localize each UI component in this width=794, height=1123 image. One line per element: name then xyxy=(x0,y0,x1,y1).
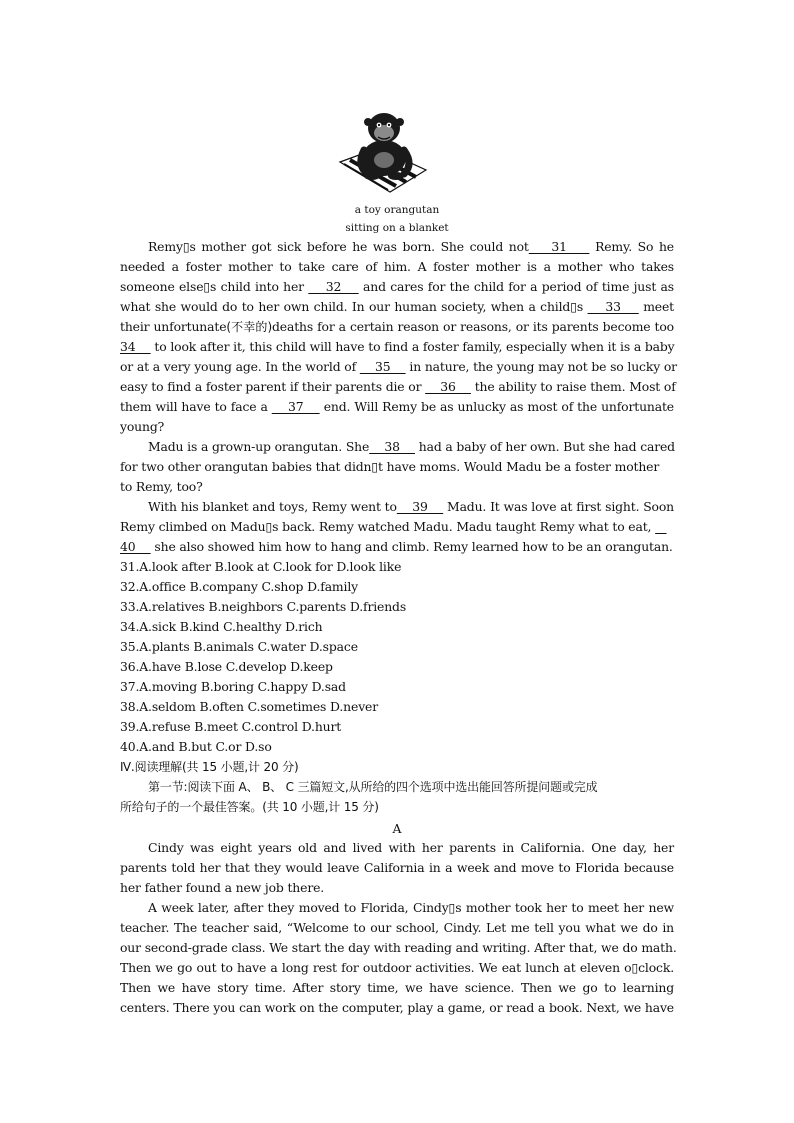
passage-a-line: Then we go out to have a long rest for outdoor activities. We eat lunch at eleven o▯clock. xyxy=(120,960,674,975)
section-instruction-line-2: 所给句子的一个最佳答案。(共 10 小题,计 15 分) xyxy=(120,800,379,814)
option-row-37: 37.A.moving B.boring C.happy D.sad xyxy=(120,679,346,694)
passage-line: easy to find a foster parent if their parents die or 36 the ability to raise them. Most of xyxy=(120,379,676,394)
blank-31: 31 xyxy=(528,239,590,254)
passage-a-line: her father found a new job there. xyxy=(120,880,325,895)
section-instruction-line-1: 第一节:阅读下面 A、 B、 C 三篇短文,从所给的四个选项中选出能回答所提问题或完成 xyxy=(148,780,598,794)
option-row-33: 33.A.relatives B.neighbors C.parents D.friends xyxy=(120,599,407,614)
toy-orangutan-on-blanket-icon xyxy=(334,100,430,196)
passage-a-line: our second-grade class. We start the day with reading and writing. After that, we do math. xyxy=(120,940,677,955)
option-row-36: 36.A.have B.lose C.develop D.keep xyxy=(120,659,333,674)
passage-line: Remy▯s mother got sick before he was born. She could not 31 Remy. So he xyxy=(148,239,674,254)
passage-line: them will have to face a 37 end. Will Remy be as unlucky as most of the unfortunate xyxy=(120,399,674,414)
passage-line: to Remy, too? xyxy=(120,479,203,494)
passage-a-letter: A xyxy=(392,821,402,836)
passage-a-line: Then we have story time. After story time, we have science. Then we go to learning xyxy=(120,980,674,995)
passage-a-line: teacher. The teacher said, “Welcome to our school, Cindy. Let me tell you what we do in xyxy=(120,920,674,935)
blank-35: 35 xyxy=(359,359,406,374)
option-row-40: 40.A.and B.but C.or D.so xyxy=(120,739,272,754)
option-row-39: 39.A.refuse B.meet C.control D.hurt xyxy=(120,719,342,734)
figure-caption-line-2: sitting on a blanket xyxy=(345,222,449,234)
passage-line: their unfortunate(不幸的)deaths for a certain reason or reasons, or its parents become too xyxy=(120,319,674,334)
blank-36: 36 xyxy=(425,379,471,394)
option-row-35: 35.A.plants B.animals C.water D.space xyxy=(120,639,358,654)
passage-line: what she would do to her own child. In our human society, when a child▯s 33 meet xyxy=(120,299,674,314)
passage-line: for two other orangutan babies that didn▯t have moms. Would Madu be a foster mother xyxy=(120,459,660,474)
blank-34: 34 xyxy=(120,339,151,354)
passage-a-line: A week later, after they moved to Florida, Cindy▯s mother took her to meet her new xyxy=(148,900,674,915)
blank-40-start xyxy=(655,519,666,534)
passage-line: young? xyxy=(120,419,165,434)
passage-line: 40 she also showed him how to hang and climb. Remy learned how to be an orangutan. xyxy=(120,539,673,554)
passage-line: or at a very young age. In the world of 35 in nature, the young may not be so lucky or xyxy=(120,359,677,374)
passage-line: Madu is a grown-up orangutan. She 38 had a baby of her own. But she had cared xyxy=(148,439,675,454)
passage-a-line: parents told her that they would leave California in a week and move to Florida because xyxy=(120,860,674,875)
option-row-31: 31.A.look after B.look at C.look for D.look like xyxy=(120,559,402,574)
blank-32: 32 xyxy=(308,279,359,294)
passage-line: 34 to look after it, this child will have to find a foster family, especially when it is a baby xyxy=(120,339,675,354)
passage-line: Remy climbed on Madu▯s back. Remy watched Madu. Madu taught Remy what to eat, xyxy=(120,517,667,537)
blank-37: 37 xyxy=(271,399,320,414)
figure-caption-line-1: a toy orangutan xyxy=(354,204,440,216)
passage-line: needed a foster mother to take care of him. A foster mother is a mother who takes xyxy=(120,259,674,274)
option-row-32: 32.A.office B.company C.shop D.family xyxy=(120,579,359,594)
passage-a-line: centers. There you can work on the computer, play a game, or read a book. Next, we have xyxy=(120,1000,674,1015)
blank-39: 39 xyxy=(396,499,444,514)
blank-33: 33 xyxy=(587,299,639,314)
option-row-34: 34.A.sick B.kind C.healthy D.rich xyxy=(120,619,323,634)
passage-line: With his blanket and toys, Remy went to 39 Madu. It was love at first sight. Soon xyxy=(148,499,675,514)
passage-line: someone else▯s child into her 32 and cares for the child for a period of time just as xyxy=(120,279,674,294)
blank-40: 40 xyxy=(120,539,151,554)
blank-38: 38 xyxy=(369,439,415,454)
section-heading: Ⅳ.阅读理解(共 15 小题,计 20 分) xyxy=(120,760,299,774)
option-row-38: 38.A.seldom B.often C.sometimes D.never xyxy=(120,699,378,714)
passage-a-line: Cindy was eight years old and lived with her parents in California. One day, her xyxy=(148,840,674,855)
